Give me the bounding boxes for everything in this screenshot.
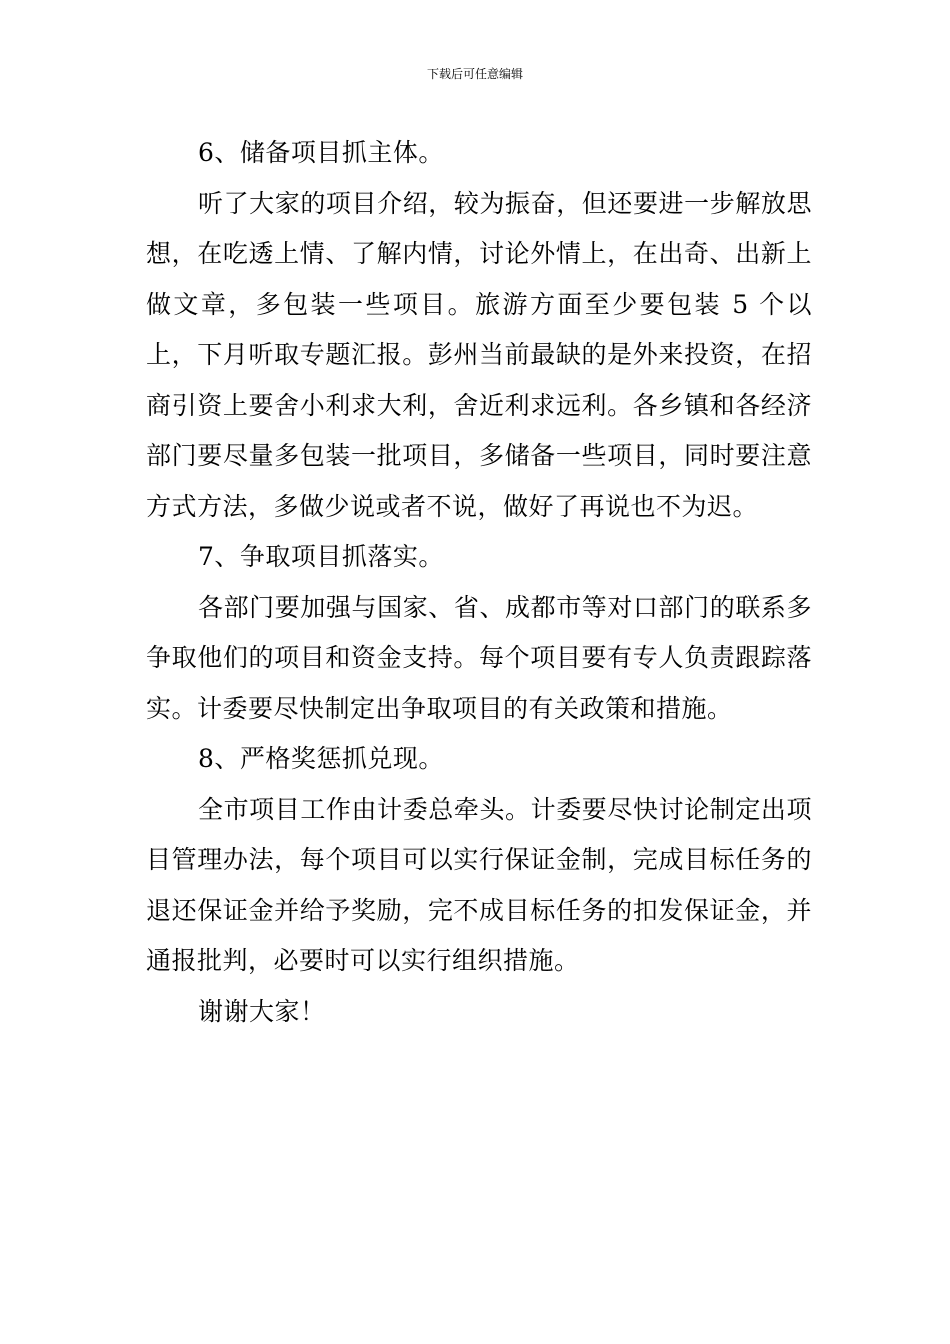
closing-thanks: 谢谢大家！ [198,996,326,1026]
paragraph-project-reserve: 听了大家的项目介绍，较为振奋，但还要进一步解放思想，在吃透上情、了解内情，讨论外情上，在出奇、出新上做文章，多包装一些项目。旅游方面至少要包装 5 个以上，下月听取专题汇报。彭州当前最缺的是外来投资，在招商引资上要舍小利求大利，舍近利求远利。各乡镇和各经济部门要尽量多包装一批项目，多储备一些项目，同时要注意方式方法，多做少说或者不说，做好了再说也不为迟。 [146,188,812,521]
section-heading-8: 8、严格奖惩抓兑现。 [198,744,444,773]
document-body [146,128,812,1037]
paragraph-project-implementation: 各部门要加强与国家、省、成都市等对口部门的联系多争取他们的项目和资金支持。每个项目要有专人负责跟踪落实。计委要尽快制定出争取项目的有关政策和措施。 [146,592,812,723]
section-heading-7: 7、争取项目抓落实。 [198,542,444,571]
paragraph-rewards-penalties: 全市项目工作由计委总牵头。计委要尽快讨论制定出项目管理办法，每个项目可以实行保证金制，完成目标任务的退还保证金并给予奖励，完不成目标任务的扣发保证金，并通报批判，必要时可以实行组织措施。 [146,794,812,975]
page-header: 下载后可任意编辑 [426,67,523,81]
section-heading-6: 6、储备项目抓主体。 [198,138,444,167]
